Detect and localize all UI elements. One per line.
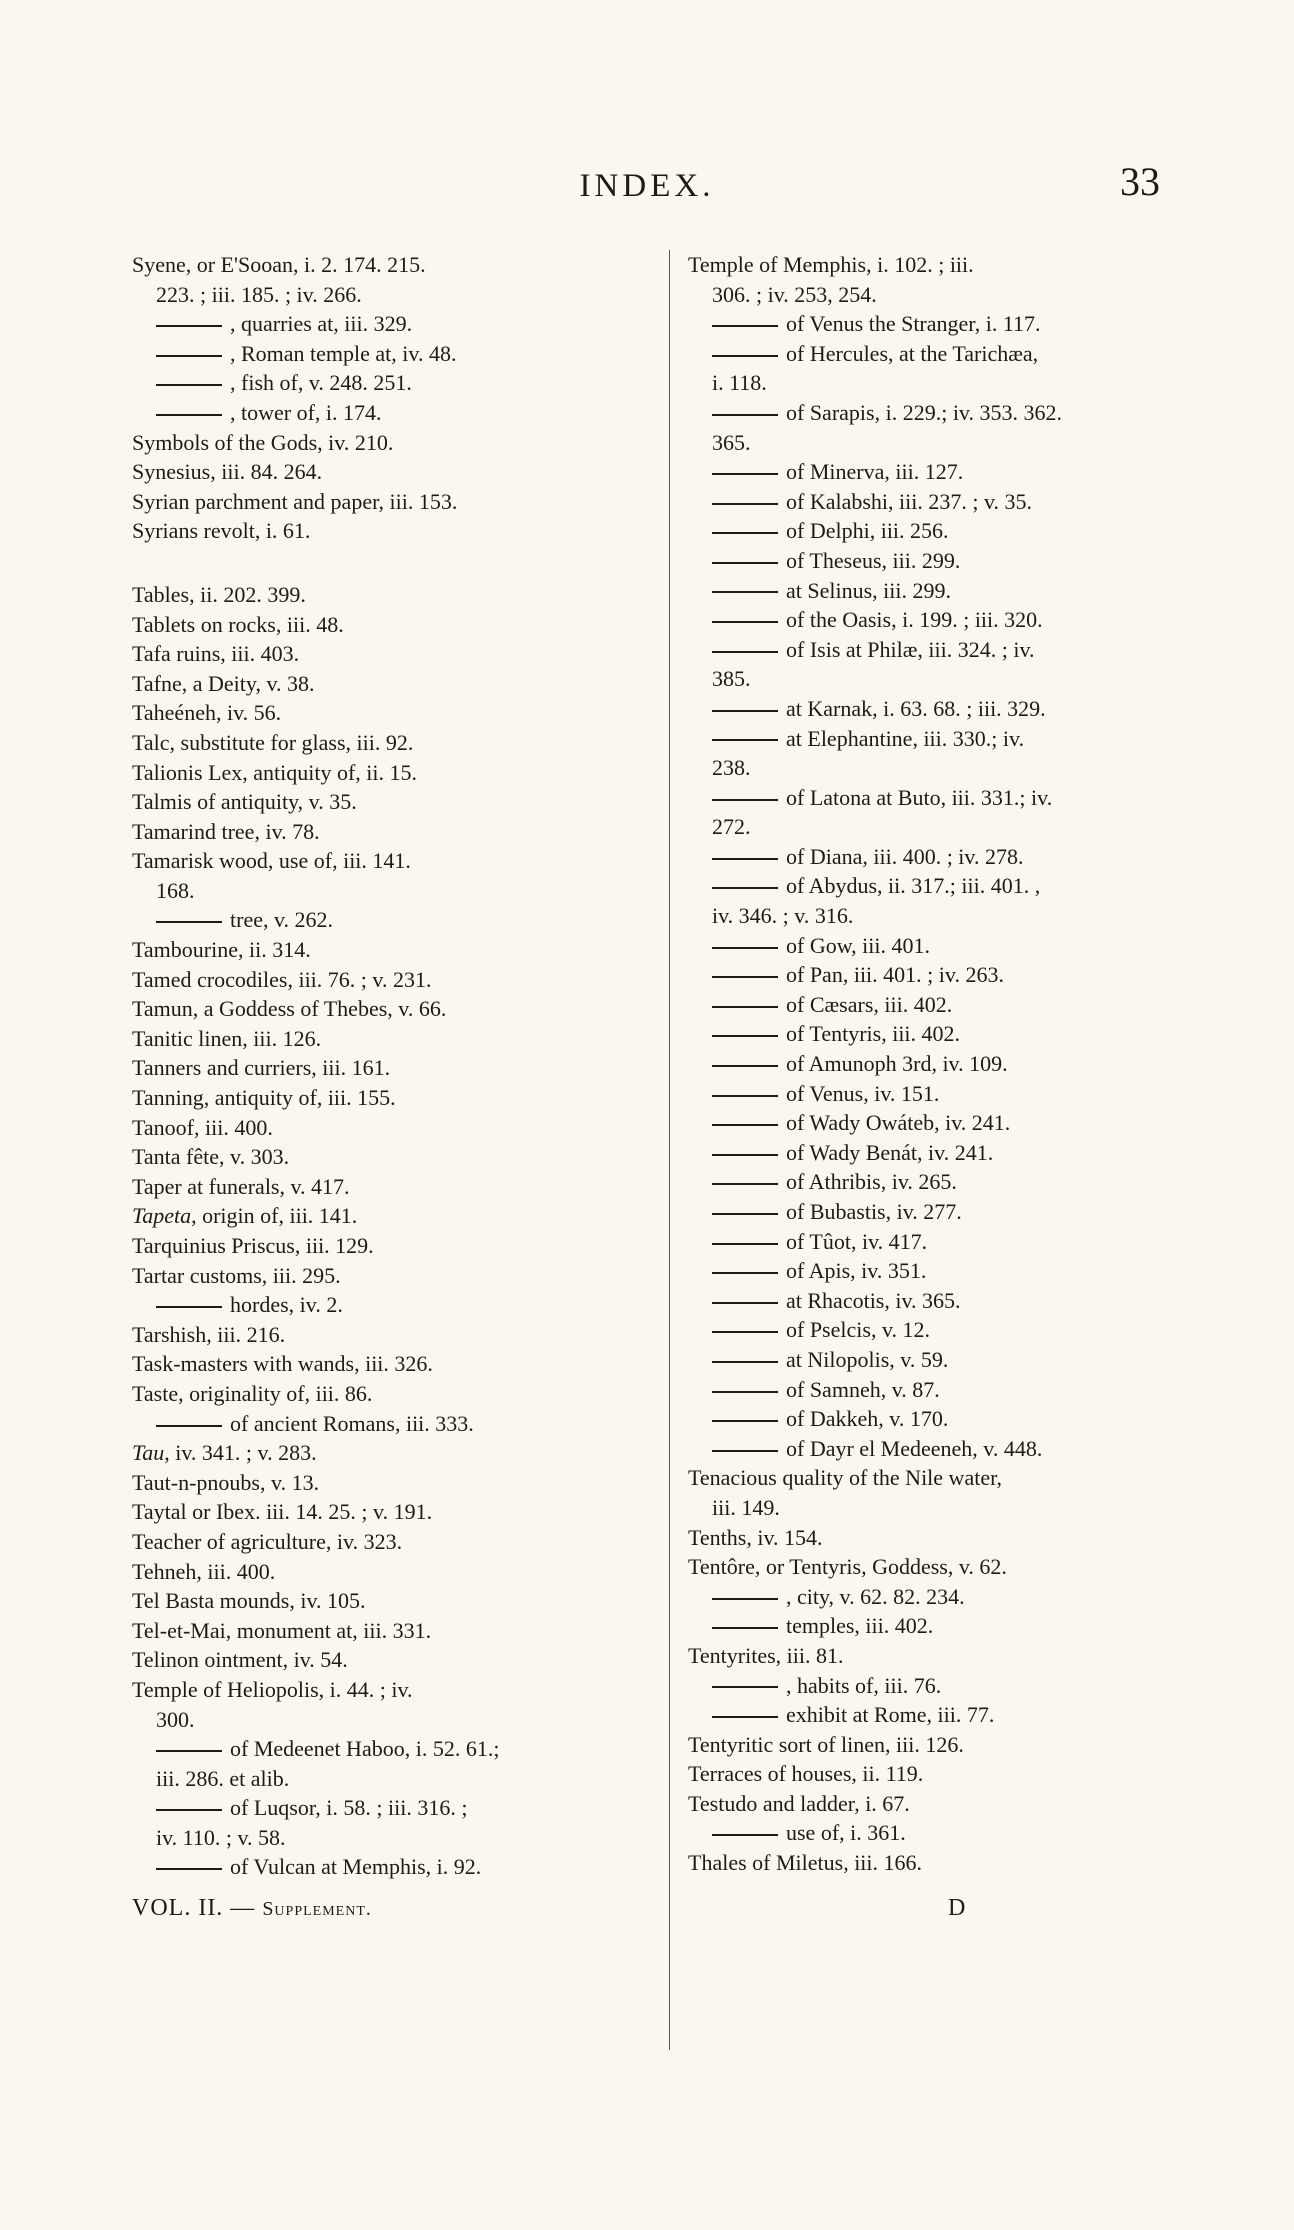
entry-text: Terraces of houses, ii. 119. bbox=[688, 1761, 924, 1787]
ditto-dash bbox=[712, 1272, 778, 1274]
entry-text: 365. bbox=[712, 429, 751, 455]
index-entry bbox=[132, 280, 662, 310]
entry-text: Tamarind tree, iv. 78. bbox=[132, 818, 320, 844]
index-entry bbox=[132, 728, 662, 758]
index-entry bbox=[688, 783, 1208, 813]
entry-text: Syrian parchment and paper, iii. 153. bbox=[132, 488, 458, 514]
entry-text: of Amunoph 3rd, iv. 109. bbox=[786, 1051, 1008, 1077]
ditto-dash bbox=[712, 1420, 778, 1422]
index-entry bbox=[132, 1705, 662, 1735]
entry-text: Teacher of agriculture, iv. 323. bbox=[132, 1528, 403, 1554]
entry-text: Tafne, a Deity, v. 38. bbox=[132, 670, 315, 696]
entry-text: Tenacious quality of the Nile water, bbox=[688, 1465, 1003, 1491]
index-entry bbox=[688, 871, 1208, 901]
ditto-dash bbox=[712, 1213, 778, 1215]
index-entry bbox=[132, 758, 662, 788]
index-entry bbox=[688, 1256, 1208, 1286]
index-entry bbox=[132, 1675, 662, 1705]
entry-text: Temple of Heliopolis, i. 44. ; iv. bbox=[132, 1676, 413, 1702]
index-entry bbox=[688, 1108, 1208, 1138]
entry-text: iii. 149. bbox=[712, 1494, 780, 1520]
index-entry bbox=[688, 487, 1208, 517]
ditto-dash bbox=[712, 1627, 778, 1629]
entry-text: iii. 286. et alib. bbox=[156, 1765, 290, 1791]
entry-text: of Cæsars, iii. 402. bbox=[786, 991, 953, 1017]
entry-text: i. 118. bbox=[712, 370, 767, 396]
entry-text: Tel-et-Mai, monument at, iii. 331. bbox=[132, 1617, 432, 1643]
entry-text: , Roman temple at, iv. 48. bbox=[230, 340, 457, 366]
index-entry bbox=[688, 368, 1208, 398]
index-entry bbox=[132, 487, 662, 517]
ditto-dash bbox=[712, 710, 778, 712]
index-entry bbox=[132, 457, 662, 487]
entry-text: at Selinus, iii. 299. bbox=[786, 577, 951, 603]
index-entry bbox=[688, 1848, 1208, 1878]
entry-text: Tamed crocodiles, iii. 76. ; v. 231. bbox=[132, 966, 432, 992]
left-column bbox=[132, 250, 662, 1882]
ditto-dash bbox=[712, 1598, 778, 1600]
entry-text: 238. bbox=[712, 755, 751, 781]
entry-text: Thales of Miletus, iii. 166. bbox=[688, 1850, 923, 1876]
entry-text: at Rhacotis, iv. 365. bbox=[786, 1287, 961, 1313]
index-entry bbox=[688, 960, 1208, 990]
index-entry bbox=[132, 1231, 662, 1261]
entry-text: Taut-n-pnoubs, v. 13. bbox=[132, 1469, 320, 1495]
entry-text: Tel Basta mounds, iv. 105. bbox=[132, 1588, 366, 1614]
entry-text: use of, i. 361. bbox=[786, 1820, 906, 1846]
index-entry bbox=[132, 1852, 662, 1882]
ditto-dash bbox=[712, 414, 778, 416]
index-entry bbox=[132, 1320, 662, 1350]
index-entry bbox=[688, 1286, 1208, 1316]
entry-text: Tamarisk wood, use of, iii. 141. bbox=[132, 848, 411, 874]
entry-text: Tablets on rocks, iii. 48. bbox=[132, 611, 344, 637]
column-divider bbox=[669, 250, 670, 2050]
index-entry bbox=[688, 1789, 1208, 1819]
section-gap bbox=[132, 546, 662, 580]
index-entry bbox=[688, 664, 1208, 694]
index-entry bbox=[132, 1586, 662, 1616]
entry-text: Syene, or E'Sooan, i. 2. 174. 215. bbox=[132, 252, 426, 277]
entry-text: of Theseus, iii. 299. bbox=[786, 547, 961, 573]
index-entry bbox=[688, 1315, 1208, 1345]
entry-text: Tarquinius Priscus, iii. 129. bbox=[132, 1233, 374, 1258]
index-entry bbox=[132, 935, 662, 965]
index-entry bbox=[132, 1734, 662, 1764]
entry-text: of Hercules, at the Tarichæa, bbox=[786, 340, 1039, 366]
ditto-dash bbox=[712, 1243, 778, 1245]
entry-text: Talionis Lex, antiquity of, ii. 15. bbox=[132, 759, 418, 785]
ditto-dash bbox=[712, 1834, 778, 1836]
entry-text: of Abydus, ii. 317.; iii. 401. , bbox=[786, 873, 1041, 899]
ditto-dash bbox=[712, 562, 778, 564]
entry-text: Tapeta, origin of, iii. 141. bbox=[132, 1203, 358, 1229]
ditto-dash bbox=[712, 1331, 778, 1333]
index-entry bbox=[688, 1523, 1208, 1553]
entry-text: iv. 110. ; v. 58. bbox=[156, 1824, 286, 1850]
index-entry bbox=[132, 339, 662, 369]
ditto-dash bbox=[156, 921, 222, 923]
index-entry bbox=[132, 1083, 662, 1113]
index-entry bbox=[688, 1345, 1208, 1375]
index-entry bbox=[688, 753, 1208, 783]
index-entry bbox=[132, 1616, 662, 1646]
ditto-dash bbox=[712, 1065, 778, 1067]
index-entry bbox=[132, 1290, 662, 1320]
entry-text: Tanners and curriers, iii. 161. bbox=[132, 1055, 391, 1081]
entry-text: Tentyrites, iii. 81. bbox=[688, 1642, 844, 1668]
page-number: 33 bbox=[1120, 159, 1160, 204]
entry-text: 168. bbox=[156, 877, 195, 903]
ditto-dash bbox=[712, 1716, 778, 1718]
entry-text: 385. bbox=[712, 666, 751, 692]
index-entry bbox=[688, 931, 1208, 961]
entry-text: Temple of Memphis, i. 102. ; iii. bbox=[688, 252, 974, 277]
ditto-dash bbox=[712, 858, 778, 860]
index-entry bbox=[688, 635, 1208, 665]
entry-text: Tau, iv. 341. ; v. 283. bbox=[132, 1440, 317, 1466]
ditto-dash bbox=[712, 1686, 778, 1688]
ditto-dash bbox=[156, 1868, 222, 1870]
index-entry bbox=[132, 817, 662, 847]
entry-text: of Wady Owáteb, iv. 241. bbox=[786, 1110, 1011, 1136]
ditto-dash bbox=[712, 1154, 778, 1156]
entry-text: of Diana, iii. 400. ; iv. 278. bbox=[786, 843, 1024, 869]
ditto-dash bbox=[712, 1183, 778, 1185]
entry-text: of Gow, iii. 401. bbox=[786, 932, 931, 958]
ditto-dash bbox=[156, 355, 222, 357]
entry-text: Tamun, a Goddess of Thebes, v. 66. bbox=[132, 996, 447, 1022]
ditto-dash bbox=[156, 384, 222, 386]
ditto-dash bbox=[712, 532, 778, 534]
entry-text: of Vulcan at Memphis, i. 92. bbox=[230, 1854, 482, 1880]
entry-text: of Bubastis, iv. 277. bbox=[786, 1199, 962, 1224]
index-entry bbox=[132, 994, 662, 1024]
entry-text: Symbols of the Gods, iv. 210. bbox=[132, 429, 394, 455]
entry-text: of the Oasis, i. 199. ; iii. 320. bbox=[786, 607, 1043, 633]
ditto-dash bbox=[156, 1306, 222, 1308]
index-entry bbox=[132, 1024, 662, 1054]
index-entry bbox=[688, 1700, 1208, 1730]
ditto-dash bbox=[712, 355, 778, 357]
entry-text: exhibit at Rome, iii. 77. bbox=[786, 1702, 995, 1728]
ditto-dash bbox=[156, 1809, 222, 1811]
index-entry bbox=[132, 1113, 662, 1143]
entry-text: of Minerva, iii. 127. bbox=[786, 459, 964, 485]
index-entry bbox=[688, 812, 1208, 842]
ditto-dash bbox=[156, 1750, 222, 1752]
index-entry bbox=[688, 428, 1208, 458]
entry-text: 300. bbox=[156, 1706, 195, 1732]
index-entry bbox=[688, 457, 1208, 487]
index-entry bbox=[688, 1197, 1208, 1227]
entry-text: Tanitic linen, iii. 126. bbox=[132, 1025, 322, 1051]
index-entry bbox=[132, 1409, 662, 1439]
index-entry bbox=[688, 1049, 1208, 1079]
ditto-dash bbox=[712, 651, 778, 653]
index-entry bbox=[688, 1818, 1208, 1848]
entry-text: hordes, iv. 2. bbox=[230, 1292, 343, 1318]
index-entry bbox=[132, 1438, 662, 1468]
entry-text: Taytal or Ibex. iii. 14. 25. ; v. 191. bbox=[132, 1499, 433, 1525]
ditto-dash bbox=[712, 591, 778, 593]
index-entry bbox=[688, 1582, 1208, 1612]
entry-text: Tafa ruins, iii. 403. bbox=[132, 641, 300, 667]
index-entry bbox=[688, 724, 1208, 754]
index-entry bbox=[132, 580, 662, 610]
index-entry bbox=[132, 368, 662, 398]
ditto-dash bbox=[712, 1391, 778, 1393]
index-entry bbox=[132, 250, 662, 280]
entry-text: of Tentyris, iii. 402. bbox=[786, 1021, 961, 1047]
entry-text: of Sarapis, i. 229.; iv. 353. 362. bbox=[786, 399, 1062, 425]
index-entry bbox=[688, 339, 1208, 369]
index-entry bbox=[132, 1764, 662, 1794]
ditto-dash bbox=[712, 1302, 778, 1304]
index-entry bbox=[688, 280, 1208, 310]
page-title: INDEX. bbox=[579, 168, 715, 204]
entry-text: Talc, substitute for glass, iii. 92. bbox=[132, 729, 414, 755]
index-entry bbox=[132, 1497, 662, 1527]
ditto-dash bbox=[712, 1006, 778, 1008]
ditto-dash bbox=[712, 621, 778, 623]
entry-text: of Tûot, iv. 417. bbox=[786, 1228, 928, 1254]
index-entry bbox=[132, 787, 662, 817]
index-entry bbox=[132, 698, 662, 728]
index-entry bbox=[688, 1227, 1208, 1257]
entry-text: Taste, originality of, iii. 86. bbox=[132, 1380, 373, 1406]
index-entry bbox=[688, 1434, 1208, 1464]
entry-text: Tanning, antiquity of, iii. 155. bbox=[132, 1085, 396, 1111]
entry-text: of Delphi, iii. 256. bbox=[786, 518, 949, 544]
ditto-dash bbox=[712, 1095, 778, 1097]
ditto-dash bbox=[712, 799, 778, 801]
entry-text: of Pselcis, v. 12. bbox=[786, 1317, 931, 1343]
entry-text: Tentôre, or Tentyris, Goddess, v. 62. bbox=[688, 1554, 1007, 1580]
ditto-dash bbox=[156, 1425, 222, 1427]
index-entry bbox=[688, 1375, 1208, 1405]
entry-text: at Elephantine, iii. 330.; iv. bbox=[786, 725, 1025, 751]
entry-text: of Wady Benát, iv. 241. bbox=[786, 1139, 994, 1165]
entry-text: Synesius, iii. 84. 264. bbox=[132, 459, 323, 485]
index-entry bbox=[688, 250, 1208, 280]
index-entry bbox=[688, 1671, 1208, 1701]
entry-text: Tentyritic sort of linen, iii. 126. bbox=[688, 1731, 964, 1757]
index-entry bbox=[132, 1793, 662, 1823]
index-entry bbox=[132, 1468, 662, 1498]
entry-text: temples, iii. 402. bbox=[786, 1613, 934, 1639]
index-entry bbox=[132, 1201, 662, 1231]
entry-text: , city, v. 62. 82. 234. bbox=[786, 1583, 965, 1609]
entry-text: Tables, ii. 202. 399. bbox=[132, 581, 306, 607]
ditto-dash bbox=[712, 1124, 778, 1126]
entry-text: of Medeenet Haboo, i. 52. 61.; bbox=[230, 1736, 500, 1762]
index-entry bbox=[688, 842, 1208, 872]
entry-text: 223. ; iii. 185. ; iv. 266. bbox=[156, 281, 362, 307]
index-entry bbox=[688, 1552, 1208, 1582]
index-entry bbox=[688, 1493, 1208, 1523]
entry-text: of Apis, iv. 351. bbox=[786, 1258, 927, 1284]
index-entry bbox=[132, 1172, 662, 1202]
index-entry bbox=[132, 1261, 662, 1291]
index-entry bbox=[132, 398, 662, 428]
index-entry bbox=[132, 965, 662, 995]
index-entry bbox=[688, 1641, 1208, 1671]
signature-mark: D bbox=[948, 1895, 966, 1921]
index-entry bbox=[132, 846, 662, 876]
index-entry bbox=[132, 1379, 662, 1409]
entry-text: Tanta fête, v. 303. bbox=[132, 1144, 290, 1170]
entry-text: Task-masters with wands, iii. 326. bbox=[132, 1351, 433, 1377]
entry-text: , quarries at, iii. 329. bbox=[230, 311, 413, 337]
index-entry bbox=[132, 1142, 662, 1172]
entry-text: Talmis of antiquity, v. 35. bbox=[132, 789, 357, 815]
index-entry bbox=[688, 605, 1208, 635]
ditto-dash bbox=[156, 325, 222, 327]
supplement-label: Supplement. bbox=[262, 1898, 372, 1920]
entry-text: at Nilopolis, v. 59. bbox=[786, 1346, 949, 1372]
entry-text: at Karnak, i. 63. 68. ; iii. 329. bbox=[786, 695, 1046, 721]
ditto-dash bbox=[712, 739, 778, 741]
index-entry bbox=[688, 1019, 1208, 1049]
entry-text: Telinon ointment, iv. 54. bbox=[132, 1647, 348, 1673]
index-entry bbox=[688, 398, 1208, 428]
index-entry bbox=[132, 610, 662, 640]
ditto-dash bbox=[712, 503, 778, 505]
index-entry bbox=[688, 1759, 1208, 1789]
entry-text: of Luqsor, i. 58. ; iii. 316. ; bbox=[230, 1795, 468, 1821]
index-entry bbox=[132, 516, 662, 546]
volume-label: VOL. II. — bbox=[132, 1895, 256, 1921]
index-entry bbox=[688, 694, 1208, 724]
entry-text: of Latona at Buto, iii. 331.; iv. bbox=[786, 784, 1053, 810]
index-entry bbox=[132, 1053, 662, 1083]
entry-text: Tarshish, iii. 216. bbox=[132, 1321, 286, 1347]
index-entry bbox=[688, 990, 1208, 1020]
entry-text: Tehneh, iii. 400. bbox=[132, 1558, 276, 1584]
entry-text: Tambourine, ii. 314. bbox=[132, 937, 311, 963]
entry-text: Tanoof, iii. 400. bbox=[132, 1114, 273, 1140]
index-entry bbox=[132, 1527, 662, 1557]
entry-text: of Dayr el Medeeneh, v. 448. bbox=[786, 1435, 1043, 1461]
index-entry bbox=[132, 669, 662, 699]
volume-footer bbox=[132, 1895, 372, 1922]
index-entry bbox=[688, 309, 1208, 339]
entry-text: , habits of, iii. 76. bbox=[786, 1672, 942, 1698]
index-entry bbox=[688, 1404, 1208, 1434]
ditto-dash bbox=[712, 887, 778, 889]
entry-text: iv. 346. ; v. 316. bbox=[712, 903, 854, 929]
index-entry bbox=[688, 1079, 1208, 1109]
index-entry bbox=[132, 309, 662, 339]
entry-text: of Kalabshi, iii. 237. ; v. 35. bbox=[786, 488, 1033, 514]
entry-text: of Pan, iii. 401. ; iv. 263. bbox=[786, 962, 1004, 988]
entry-text: Taheéneh, iv. 56. bbox=[132, 700, 282, 726]
right-column bbox=[688, 250, 1208, 1878]
entry-text: Tenths, iv. 154. bbox=[688, 1524, 823, 1550]
index-entry bbox=[688, 516, 1208, 546]
entry-text: of Venus, iv. 151. bbox=[786, 1080, 940, 1106]
index-entry bbox=[688, 546, 1208, 576]
entry-text: of Isis at Philæ, iii. 324. ; iv. bbox=[786, 636, 1035, 662]
entry-text: Testudo and ladder, i. 67. bbox=[688, 1790, 910, 1816]
index-entry bbox=[132, 876, 662, 906]
index-entry bbox=[132, 639, 662, 669]
index-entry bbox=[132, 1823, 662, 1853]
ditto-dash bbox=[156, 414, 222, 416]
index-entry bbox=[688, 1138, 1208, 1168]
entry-text: Taper at funerals, v. 417. bbox=[132, 1173, 350, 1199]
entry-text: 306. ; iv. 253, 254. bbox=[712, 281, 877, 307]
entry-text: 272. bbox=[712, 814, 751, 840]
ditto-dash bbox=[712, 947, 778, 949]
ditto-dash bbox=[712, 473, 778, 475]
index-entry bbox=[688, 1611, 1208, 1641]
ditto-dash bbox=[712, 325, 778, 327]
index-entry bbox=[132, 1645, 662, 1675]
entry-text: , tower of, i. 174. bbox=[230, 399, 382, 425]
index-entry bbox=[688, 1167, 1208, 1197]
index-entry bbox=[688, 901, 1208, 931]
entry-text: of Athribis, iv. 265. bbox=[786, 1169, 957, 1195]
entry-text: of Samneh, v. 87. bbox=[786, 1376, 940, 1402]
index-entry bbox=[132, 905, 662, 935]
ditto-dash bbox=[712, 976, 778, 978]
entry-text: of Dakkeh, v. 170. bbox=[786, 1406, 949, 1432]
index-entry bbox=[688, 1463, 1208, 1493]
index-entry bbox=[132, 1349, 662, 1379]
index-entry bbox=[688, 576, 1208, 606]
index-entry bbox=[688, 1730, 1208, 1760]
entry-text: Syrians revolt, i. 61. bbox=[132, 518, 311, 544]
entry-text: Tartar customs, iii. 295. bbox=[132, 1262, 341, 1288]
index-entry bbox=[132, 1557, 662, 1587]
entry-text: tree, v. 262. bbox=[230, 907, 334, 933]
entry-text: of Venus the Stranger, i. 117. bbox=[786, 311, 1041, 337]
entry-text: , fish of, v. 248. 251. bbox=[230, 370, 412, 396]
ditto-dash bbox=[712, 1361, 778, 1363]
entry-text: of ancient Romans, iii. 333. bbox=[230, 1410, 474, 1436]
ditto-dash bbox=[712, 1035, 778, 1037]
index-entry bbox=[132, 428, 662, 458]
ditto-dash bbox=[712, 1450, 778, 1452]
